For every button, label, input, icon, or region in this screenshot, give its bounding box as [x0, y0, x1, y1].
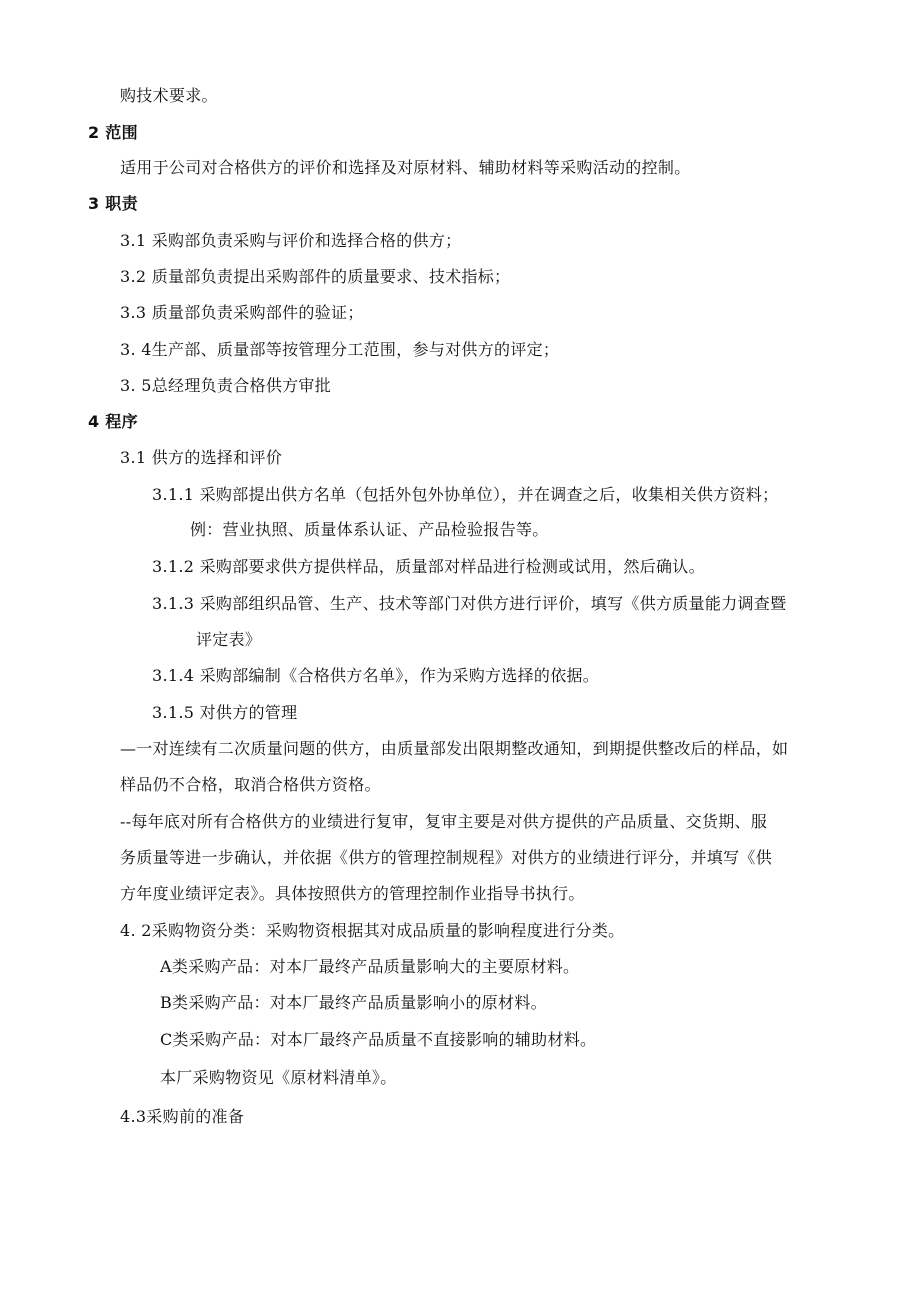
- text-line-pre-purchase: 4.3采购前的准备: [120, 1107, 245, 1126]
- text-line-material-list: 本厂采购物资见《原材料清单》。: [160, 1068, 397, 1087]
- text-line-duty-2: 3.2 质量部负责提出采购部件的质量要求、技术指标；: [120, 267, 511, 286]
- text-line-continuation: 购技术要求。: [120, 86, 218, 105]
- text-line-dash-2: --每年底对所有合格供方的业绩进行复审，复审主要是对供方提供的产品质量、交货期、服: [120, 812, 768, 831]
- text-line-item-3-1-3: 3.1.3 采购部组织品管、生产、技术等部门对供方进行评价，填写《供方质量能力调查暨: [152, 594, 787, 613]
- text-line-material-classification: 4. 2采购物资分类：采购物资根据其对成品质量的影响程度进行分类。: [120, 921, 625, 940]
- text-line-item-3-1-4: 3.1.4 采购部编制《合格供方名单》，作为采购方选择的依据。: [152, 666, 600, 685]
- text-line-duty-4: 3. 4生产部、质量部等按管理分工范围，参与对供方的评定；: [120, 340, 560, 359]
- text-line-class-a: A类采购产品：对本厂最终产品质量影响大的主要原材料。: [160, 957, 580, 976]
- text-line-item-3-1-1-cont: 例：营业执照、质量体系认证、产品检验报告等。: [190, 520, 549, 539]
- text-line-class-b: B类采购产品：对本厂最终产品质量影响小的原材料。: [160, 993, 547, 1012]
- section-heading-duties: 3 职责: [88, 194, 138, 213]
- text-line-dash-2-cont-2: 方年度业绩评定表》。具体按照供方的管理控制作业指导书执行。: [120, 884, 585, 903]
- text-line-duty-1: 3.1 采购部负责采购与评价和选择合格的供方；: [120, 231, 462, 250]
- text-line-scope: 适用于公司对合格供方的评价和选择及对原材料、辅助材料等采购活动的控制。: [120, 158, 691, 177]
- text-line-dash-2-cont-1: 务质量等进一步确认，并依据《供方的管理控制规程》对供方的业绩进行评分，并填写《供: [120, 848, 773, 867]
- section-heading-scope: 2 范围: [88, 123, 138, 142]
- text-line-item-3-1-2: 3.1.2 采购部要求供方提供样品，质量部对样品进行检测或试用，然后确认。: [152, 557, 705, 576]
- text-line-dash-1-cont: 样品仍不合格，取消合格供方资格。: [120, 775, 381, 794]
- text-line-item-3-1-3-cont: 评定表》: [196, 630, 262, 649]
- text-line-item-3-1-1: 3.1.1 采购部提出供方名单（包括外包外协单位），并在调查之后，收集相关供方资料；: [152, 485, 779, 504]
- text-line-dash-1: —一对连续有二次质量问题的供方，由质量部发出限期整改通知，到期提供整改后的样品，如: [120, 739, 789, 758]
- text-line-item-3-1-5: 3.1.5 对供方的管理: [152, 703, 298, 722]
- section-heading-procedure: 4 程序: [88, 412, 138, 431]
- text-line-class-c: C类采购产品：对本厂最终产品质量不直接影响的辅助材料。: [160, 1030, 597, 1049]
- text-line-duty-3: 3.3 质量部负责采购部件的验证；: [120, 303, 364, 322]
- text-line-duty-5: 3. 5总经理负责合格供方审批: [120, 376, 332, 395]
- text-line-subheading-supplier-selection: 3.1 供方的选择和评价: [120, 448, 283, 467]
